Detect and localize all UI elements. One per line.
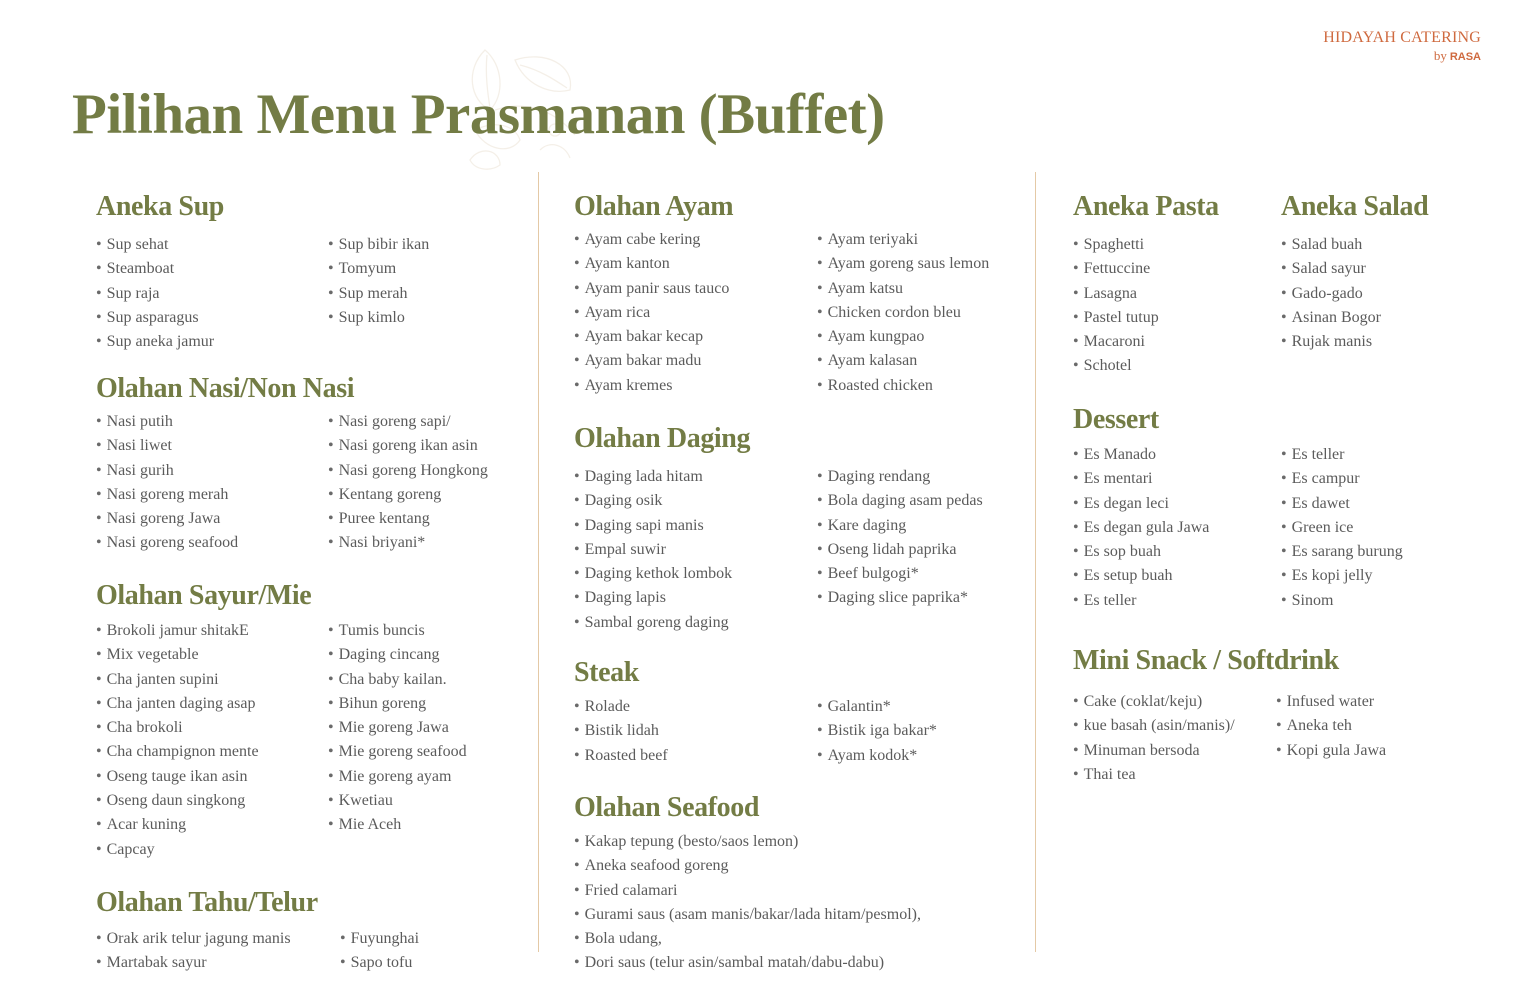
menu-item: • Rujak manis — [1281, 330, 1381, 354]
section-title: Mini Snack / Softdrink — [1073, 645, 1339, 676]
menu-item: • Nasi goreng ikan asin — [328, 434, 488, 458]
menu-item: • Bistik lidah — [574, 719, 817, 743]
menu-list — [574, 695, 817, 768]
menu-item: • Rolade — [574, 695, 817, 719]
menu-item: • Gurami saus (asam manis/bakar/lada hitam/pesmol), — [574, 903, 921, 927]
menu-item: • Asinan Bogor — [1281, 306, 1381, 330]
menu-item: • Fried calamari — [574, 879, 921, 903]
menu-item: • Minuman bersoda — [1073, 739, 1276, 763]
menu-item: • Acar kuning — [96, 813, 328, 837]
menu-item: • Ayam kalasan — [817, 349, 989, 373]
menu-item: • Aneka seafood goreng — [574, 854, 921, 878]
menu-item: • Ayam goreng saus lemon — [817, 252, 989, 276]
menu-item: • Nasi briyani* — [328, 531, 488, 555]
section-aneka-salad — [1281, 191, 1428, 354]
section-olahan-daging — [574, 423, 983, 635]
menu-list — [1073, 690, 1276, 787]
brand-rasa: RASA — [1449, 51, 1481, 63]
menu-item: • Schotel — [1073, 354, 1159, 378]
menu-item: • Sambal goreng daging — [574, 611, 817, 635]
menu-item: • Nasi goreng sapi/ — [328, 410, 488, 434]
brand-sub — [1323, 48, 1481, 65]
menu-item: • Oseng daun singkong — [96, 789, 328, 813]
menu-columns — [1073, 690, 1386, 787]
section-title: Steak — [574, 657, 639, 688]
menu-item: • Spaghetti — [1073, 233, 1159, 257]
menu-item: • Chicken cordon bleu — [817, 301, 989, 325]
menu-list — [1073, 443, 1281, 613]
menu-list — [1276, 690, 1386, 787]
menu-item: • Daging osik — [574, 489, 817, 513]
section-aneka-pasta — [1073, 191, 1219, 379]
menu-item: • Ayam kremes — [574, 374, 817, 398]
menu-item: • Tomyum — [328, 257, 429, 281]
section-aneka-sup — [96, 191, 429, 354]
menu-item: • Green ice — [1281, 516, 1403, 540]
menu-columns — [574, 830, 921, 976]
menu-item: • Sup sehat — [96, 233, 328, 257]
menu-columns — [1073, 233, 1219, 379]
menu-columns — [574, 695, 937, 768]
menu-item: • Galantin* — [817, 695, 937, 719]
section-title: Olahan Tahu/Telur — [96, 887, 318, 918]
menu-item: • Es degan leci — [1073, 492, 1281, 516]
menu-item: • Ayam kanton — [574, 252, 817, 276]
menu-item: • Sup aneka jamur — [96, 330, 328, 354]
menu-item: • Ayam kungpao — [817, 325, 989, 349]
section-title: Olahan Ayam — [574, 191, 734, 222]
menu-item: • Martabak sayur — [96, 951, 340, 975]
section-title: Olahan Daging — [574, 423, 751, 454]
menu-list — [96, 410, 328, 556]
menu-item: • Steamboat — [96, 257, 328, 281]
menu-item: • Sup kimlo — [328, 306, 429, 330]
menu-item: • Capcay — [96, 838, 328, 862]
menu-item: • Roasted chicken — [817, 374, 989, 398]
menu-list — [1281, 233, 1381, 354]
menu-list — [817, 465, 983, 635]
menu-item: • Fuyunghai — [340, 927, 419, 951]
brand-by: by — [1433, 48, 1447, 63]
menu-list — [574, 228, 817, 398]
menu-columns — [96, 233, 429, 354]
section-title: Olahan Nasi/Non Nasi — [96, 373, 355, 404]
menu-item: • Es kopi jelly — [1281, 564, 1403, 588]
menu-columns — [96, 619, 467, 862]
menu-columns — [1281, 233, 1428, 354]
menu-item: • Es mentari — [1073, 467, 1281, 491]
menu-item: • Sup merah — [328, 282, 429, 306]
page-title: Pilihan Menu Prasmanan (Buffet) — [72, 83, 885, 146]
menu-item: • Lasagna — [1073, 282, 1159, 306]
menu-item: • Mie Aceh — [328, 813, 467, 837]
menu-item: • Ayam kodok* — [817, 744, 937, 768]
menu-item: • Es Manado — [1073, 443, 1281, 467]
menu-columns — [574, 228, 989, 398]
menu-item: • Sup bibir ikan — [328, 233, 429, 257]
menu-item: • Oseng tauge ikan asin — [96, 765, 328, 789]
menu-item: • Nasi goreng merah — [96, 483, 328, 507]
menu-item: • Es sop buah — [1073, 540, 1281, 564]
brand-name: HIDAYAH CATERING — [1323, 29, 1481, 46]
menu-item: • Macaroni — [1073, 330, 1159, 354]
menu-list — [1281, 443, 1403, 613]
menu-item: • Daging sapi manis — [574, 514, 817, 538]
menu-item: • Ayam katsu — [817, 277, 989, 301]
menu-item: • Infused water — [1276, 690, 1386, 714]
menu-item: • Mie goreng Jawa — [328, 716, 467, 740]
menu-item: • Kopi gula Jawa — [1276, 739, 1386, 763]
menu-item: • Brokoli jamur shitakE — [96, 619, 328, 643]
menu-item: • Aneka teh — [1276, 714, 1386, 738]
menu-item: • Kare daging — [817, 514, 983, 538]
menu-item: • Es setup buah — [1073, 564, 1281, 588]
menu-item: • Thai tea — [1073, 763, 1276, 787]
menu-item: • Kwetiau — [328, 789, 467, 813]
menu-item: • Orak arik telur jagung manis — [96, 927, 340, 951]
menu-item: • Mie goreng seafood — [328, 740, 467, 764]
menu-item: • Daging slice paprika* — [817, 586, 983, 610]
menu-item: • kue basah (asin/manis)/ — [1073, 714, 1276, 738]
menu-item: • Es sarang burung — [1281, 540, 1403, 564]
menu-item: • Nasi liwet — [96, 434, 328, 458]
section-mini-snack — [1073, 645, 1386, 787]
menu-columns — [96, 927, 419, 976]
menu-item: • Bola daging asam pedas — [817, 489, 983, 513]
menu-columns — [574, 465, 983, 635]
menu-item: • Pastel tutup — [1073, 306, 1159, 330]
menu-item: • Beef bulgogi* — [817, 562, 983, 586]
menu-item: • Sup raja — [96, 282, 328, 306]
menu-columns — [96, 410, 488, 556]
section-title: Aneka Salad — [1281, 191, 1429, 222]
menu-item: • Nasi gurih — [96, 459, 328, 483]
menu-item: • Empal suwir — [574, 538, 817, 562]
menu-list — [328, 233, 429, 354]
menu-list — [96, 233, 328, 354]
menu-item: • Daging rendang — [817, 465, 983, 489]
menu-list — [96, 619, 328, 862]
menu-item: • Ayam bakar madu — [574, 349, 817, 373]
section-title: Aneka Sup — [96, 191, 224, 222]
menu-item: • Salad buah — [1281, 233, 1381, 257]
menu-item: • Ayam panir saus tauco — [574, 277, 817, 301]
menu-item: • Oseng lidah paprika — [817, 538, 983, 562]
menu-item: • Ayam teriyaki — [817, 228, 989, 252]
section-olahan-sayur — [96, 580, 467, 862]
menu-item: • Sup asparagus — [96, 306, 328, 330]
section-title: Dessert — [1073, 404, 1159, 435]
menu-item: • Tumis buncis — [328, 619, 467, 643]
menu-item: • Es teller — [1073, 589, 1281, 613]
menu-item: • Sapo tofu — [340, 951, 419, 975]
section-olahan-nasi — [96, 373, 488, 556]
menu-item: • Cha baby kailan. — [328, 668, 467, 692]
menu-item: • Daging lapis — [574, 586, 817, 610]
menu-list — [328, 619, 467, 862]
menu-list — [328, 410, 488, 556]
menu-item: • Daging kethok lombok — [574, 562, 817, 586]
menu-item: • Es degan gula Jawa — [1073, 516, 1281, 540]
section-title: Aneka Pasta — [1073, 191, 1219, 222]
menu-item: • Kakap tepung (besto/saos lemon) — [574, 830, 921, 854]
menu-item: • Cake (coklat/keju) — [1073, 690, 1276, 714]
section-title: Olahan Sayur/Mie — [96, 580, 312, 611]
menu-item: • Nasi goreng Jawa — [96, 507, 328, 531]
menu-list — [574, 830, 921, 976]
menu-columns — [1073, 443, 1403, 613]
menu-item: • Bistik iga bakar* — [817, 719, 937, 743]
menu-list — [340, 927, 419, 976]
section-title: Olahan Seafood — [574, 792, 759, 823]
menu-item: • Salad sayur — [1281, 257, 1381, 281]
menu-item: • Ayam bakar kecap — [574, 325, 817, 349]
menu-item: • Cha janten daging asap — [96, 692, 328, 716]
menu-item: • Kentang goreng — [328, 483, 488, 507]
menu-list — [817, 228, 989, 398]
menu-item: • Cha champignon mente — [96, 740, 328, 764]
section-olahan-ayam — [574, 191, 989, 398]
menu-list — [96, 927, 340, 976]
brand-logo — [1323, 29, 1481, 65]
menu-item: • Es dawet — [1281, 492, 1403, 516]
menu-item: • Nasi goreng seafood — [96, 531, 328, 555]
menu-item: • Nasi putih — [96, 410, 328, 434]
menu-item: • Cha brokoli — [96, 716, 328, 740]
menu-item: • Es campur — [1281, 467, 1403, 491]
menu-item: • Puree kentang — [328, 507, 488, 531]
menu-list — [574, 465, 817, 635]
menu-item: • Sinom — [1281, 589, 1403, 613]
menu-item: • Es teller — [1281, 443, 1403, 467]
section-steak — [574, 657, 937, 768]
section-olahan-seafood — [574, 792, 921, 976]
column-divider — [538, 172, 539, 952]
menu-item: • Daging lada hitam — [574, 465, 817, 489]
menu-item: • Cha janten supini — [96, 668, 328, 692]
section-olahan-tahu — [96, 887, 419, 976]
menu-list — [817, 695, 937, 768]
menu-item: • Bihun goreng — [328, 692, 467, 716]
menu-item: • Ayam rica — [574, 301, 817, 325]
menu-item: • Fettuccine — [1073, 257, 1159, 281]
menu-item: • Bola udang, — [574, 927, 921, 951]
menu-item: • Daging cincang — [328, 643, 467, 667]
menu-item: • Roasted beef — [574, 744, 817, 768]
menu-item: • Nasi goreng Hongkong — [328, 459, 488, 483]
menu-item: • Mie goreng ayam — [328, 765, 467, 789]
menu-item: • Mix vegetable — [96, 643, 328, 667]
menu-item: • Ayam cabe kering — [574, 228, 817, 252]
column-divider — [1035, 172, 1036, 952]
menu-list — [1073, 233, 1159, 379]
section-dessert — [1073, 404, 1403, 613]
menu-item: • Dori saus (telur asin/sambal matah/dabu-dabu) — [574, 951, 921, 975]
menu-item: • Gado-gado — [1281, 282, 1381, 306]
